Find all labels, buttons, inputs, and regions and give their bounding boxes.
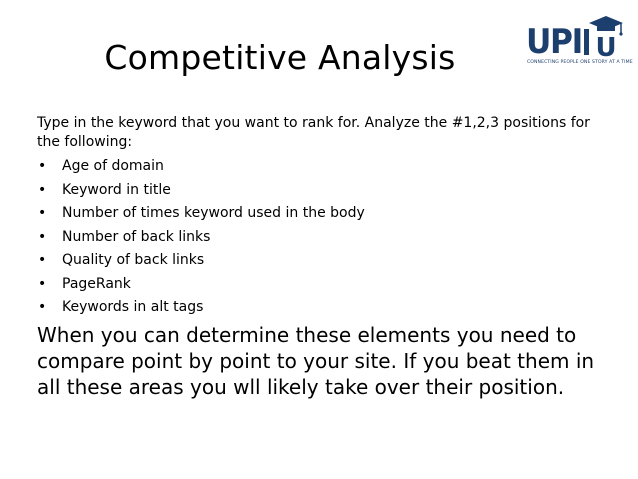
list-item <box>37 273 597 297</box>
list-item <box>37 155 597 179</box>
conclusion-text: When you can determine these elements you need to compare point by point to your site. If you beat them in all these areas you wll likely take over their position. <box>37 322 595 399</box>
list-item <box>37 296 597 320</box>
list-item <box>37 202 597 226</box>
criteria-list <box>37 155 597 320</box>
list-item <box>37 226 597 250</box>
bullet-glyph: • <box>38 299 47 315</box>
list-item <box>37 179 597 203</box>
slide-title: Competitive Analysis <box>104 38 456 77</box>
list-item-label: Number of times keyword used in the body <box>62 205 365 221</box>
logo-tagline: CONNECTING PEOPLE ONE STORY AT A TIME <box>527 60 633 65</box>
bullet-glyph: • <box>38 205 47 221</box>
list-item-label: Keywords in alt tags <box>62 299 204 315</box>
logo-letter: U <box>595 33 617 58</box>
bullet-glyph: • <box>38 181 47 198</box>
list-item-label: PageRank <box>62 275 131 292</box>
bullet-glyph: • <box>38 275 47 292</box>
list-item-label: Number of back links <box>62 228 211 245</box>
slide-body <box>37 114 597 400</box>
list-item-label: Keyword in title <box>62 181 171 198</box>
list-item <box>37 249 597 273</box>
intro-text: Type in the keyword that you want to rank for. Analyze the #1,2,3 positions for the following: <box>37 115 590 150</box>
bullet-glyph: • <box>38 228 47 245</box>
list-item-label: Quality of back links <box>62 252 205 268</box>
bullet-glyph: • <box>38 252 47 268</box>
upi-logo <box>526 14 633 70</box>
list-item-label: Age of domain <box>62 158 164 174</box>
graduation-cap-icon <box>588 16 624 62</box>
bullet-glyph: • <box>38 158 47 174</box>
logo-wordmark: UPI <box>526 22 582 62</box>
